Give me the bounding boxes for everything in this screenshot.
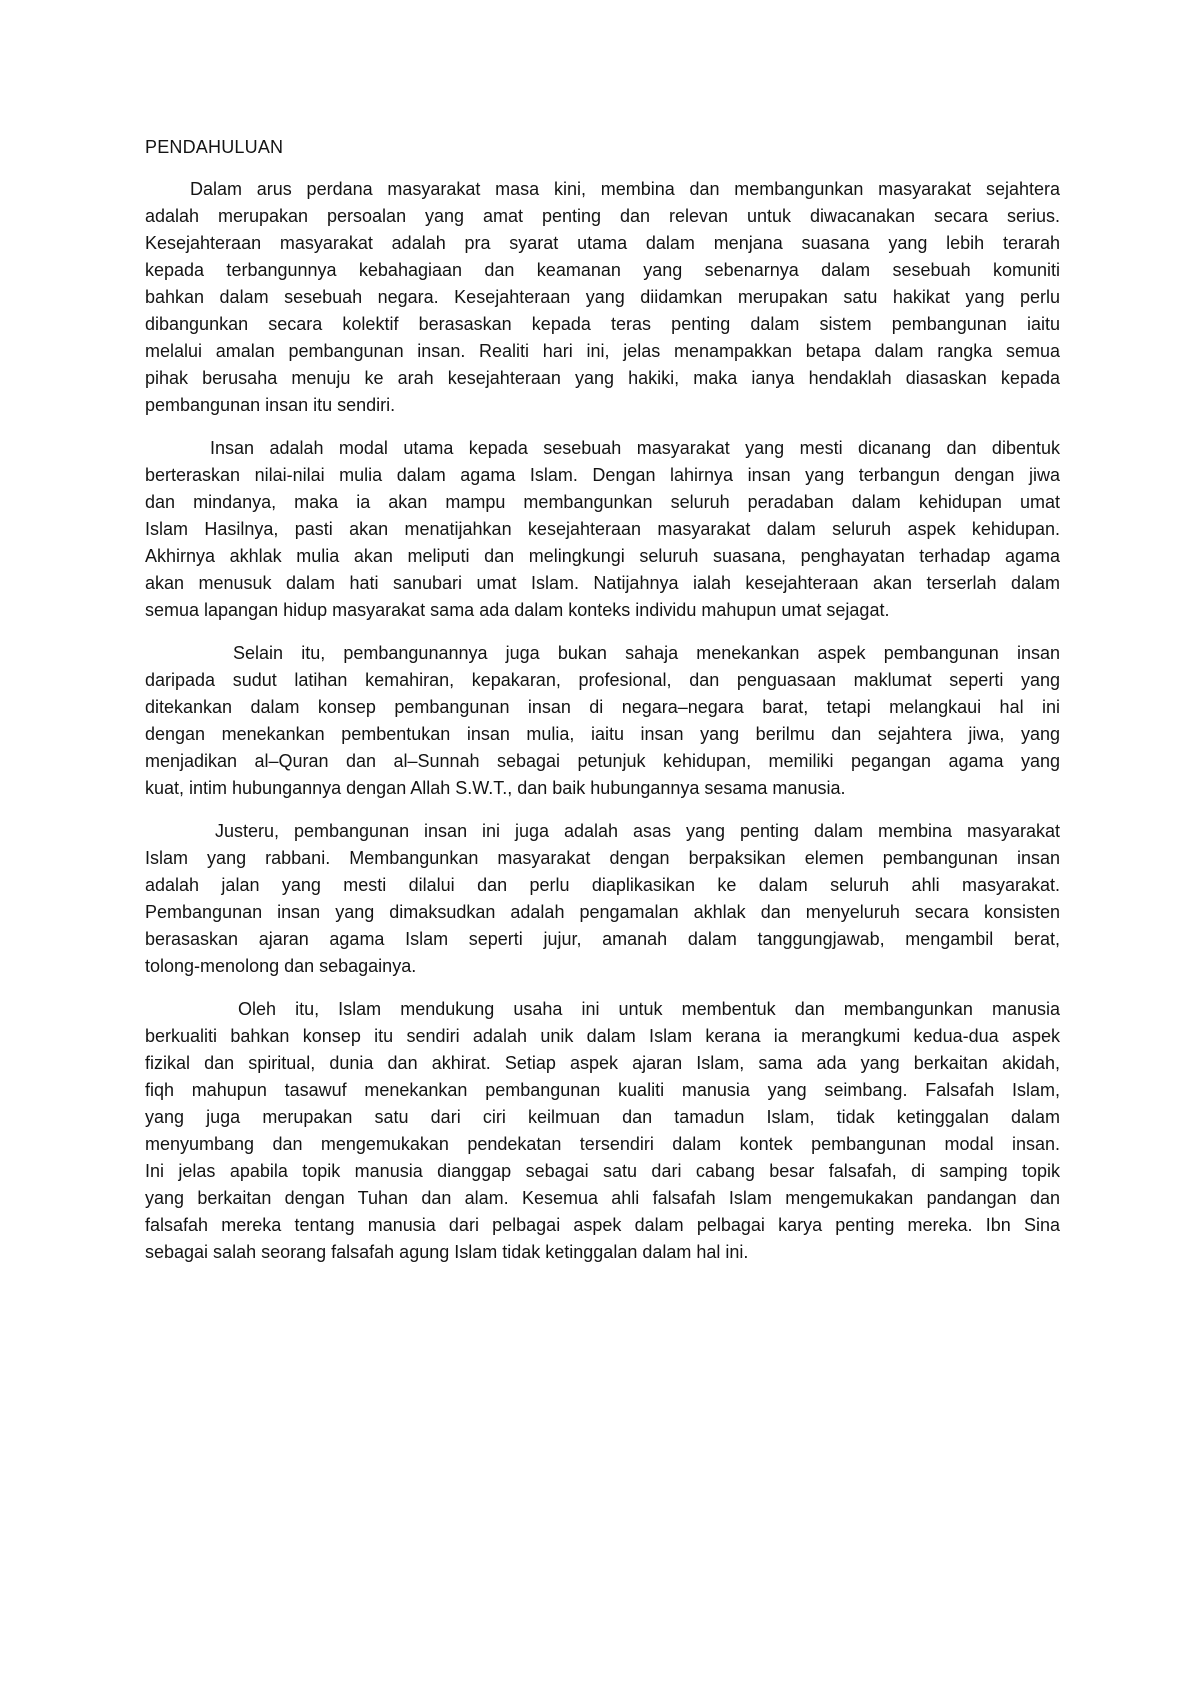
paragraph-line: Pembangunan insan yang dimaksudkan adalah pengamalan akhlak dan menyeluruh secara konsisten (145, 902, 1060, 922)
paragraph-line: sebagai salah seorang falsafah agung Islam tidak ketinggalan dalam hal ini. (145, 1242, 749, 1262)
paragraph-line: ditekankan dalam konsep pembangunan insan di negara–negara barat, tetapi melangkaui hal ini (145, 697, 1060, 717)
paragraph-line: pihak berusaha menuju ke arah kesejahteraan yang hakiki, maka ianya hendaklah diasaskan kepada (145, 368, 1060, 388)
paragraph-line: Kesejahteraan masyarakat adalah pra syarat utama dalam menjana suasana yang lebih terarah (145, 233, 1060, 253)
paragraph-5 (145, 996, 1060, 1266)
paragraph-line: Oleh itu, Islam mendukung usaha ini untuk membentuk dan membangunkan manusia (238, 999, 1060, 1019)
document-body (145, 134, 1060, 1282)
paragraph-line: yang berkaitan dengan Tuhan dan alam. Kesemua ahli falsafah Islam mengemukakan pandangan dan (145, 1188, 1060, 1208)
paragraph-line: Insan adalah modal utama kepada sesebuah masyarakat yang mesti dicanang dan dibentuk (210, 438, 1060, 458)
paragraph-1 (145, 176, 1060, 419)
paragraph-line: berkualiti bahkan konsep itu sendiri adalah unik dalam Islam kerana ia merangkumi kedua-dua aspek (145, 1026, 1060, 1046)
paragraph-line: berteraskan nilai-nilai mulia dalam agama Islam. Dengan lahirnya insan yang terbangun dengan jiwa (145, 465, 1060, 485)
paragraph-line: pembangunan insan itu sendiri. (145, 395, 396, 415)
paragraph-line: Justeru, pembangunan insan ini juga adalah asas yang penting dalam membina masyarakat (215, 821, 1060, 841)
paragraph-line: adalah jalan yang mesti dilalui dan perlu diaplikasikan ke dalam seluruh ahli masyarakat. (145, 875, 1060, 895)
paragraph-line: berasaskan ajaran agama Islam seperti jujur, amanah dalam tanggungjawab, mengambil berat, (145, 929, 1060, 949)
paragraph-line: kuat, intim hubungannya dengan Allah S.W.T., dan baik hubungannya sesama manusia. (145, 778, 846, 798)
paragraph-line: melalui amalan pembangunan insan. Realiti hari ini, jelas menampakkan betapa dalam rangka semua (145, 341, 1060, 361)
paragraph-line: adalah merupakan persoalan yang amat penting dan relevan untuk diwacanakan secara serius. (145, 206, 1060, 226)
paragraph-line: semua lapangan hidup masyarakat sama ada dalam konteks individu mahupun umat sejagat. (145, 600, 890, 620)
paragraph-line: menjadikan al–Quran dan al–Sunnah sebagai petunjuk kehidupan, memiliki pegangan agama yang (145, 751, 1060, 771)
paragraph-2 (145, 435, 1060, 624)
paragraph-line: Selain itu, pembangunannya juga bukan sahaja menekankan aspek pembangunan insan (233, 643, 1060, 663)
paragraph-line: tolong-menolong dan sebagainya. (145, 956, 417, 976)
paragraph-line: Ini jelas apabila topik manusia dianggap sebagai satu dari cabang besar falsafah, di samping topik (145, 1161, 1060, 1181)
paragraph-line: kepada terbangunnya kebahagiaan dan keamanan yang sebenarnya dalam sesebuah komuniti (145, 260, 1060, 280)
paragraph-3 (145, 640, 1060, 802)
paragraph-line: Islam yang rabbani. Membangunkan masyarakat dengan berpaksikan elemen pembangunan insan (145, 848, 1060, 868)
paragraph-line: Akhirnya akhlak mulia akan meliputi dan melingkungi seluruh suasana, penghayatan terhadap agama (145, 546, 1060, 566)
paragraph-line: Islam Hasilnya, pasti akan menatijahkan kesejahteraan masyarakat dalam seluruh aspek kehidupan. (145, 519, 1060, 539)
paragraph-line: fizikal dan spiritual, dunia dan akhirat. Setiap aspek ajaran Islam, sama ada yang berkaitan akidah, (145, 1053, 1060, 1073)
paragraph-line: bahkan dalam sesebuah negara. Kesejahteraan yang diidamkan merupakan satu hakikat yang perlu (145, 287, 1060, 307)
paragraph-line: menyumbang dan mengemukakan pendekatan tersendiri dalam kontek pembangunan modal insan. (145, 1134, 1060, 1154)
paragraph-line: Dalam arus perdana masyarakat masa kini, membina dan membangunkan masyarakat sejahtera (190, 179, 1060, 199)
paragraph-4 (145, 818, 1060, 980)
paragraph-line: akan menusuk dalam hati sanubari umat Islam. Natijahnya ialah kesejahteraan akan terserlah dalam (145, 573, 1060, 593)
paragraph-line: falsafah mereka tentang manusia dari pelbagai aspek dalam pelbagai karya penting mereka. Ibn Sina (145, 1215, 1060, 1235)
paragraph-line: fiqh mahupun tasawuf menekankan pembangunan kualiti manusia yang seimbang. Falsafah Islam, (145, 1080, 1060, 1100)
paragraph-line: dan mindanya, maka ia akan mampu membangunkan seluruh peradaban dalam kehidupan umat (145, 492, 1060, 512)
paragraph-line: daripada sudut latihan kemahiran, kepakaran, profesional, dan penguasaan maklumat seperti yang (145, 670, 1060, 690)
document-heading: PENDAHULUAN (145, 137, 284, 157)
paragraph-line: dibangunkan secara kolektif berasaskan kepada teras penting dalam sistem pembangunan iaitu (145, 314, 1060, 334)
paragraph-line: yang juga merupakan satu dari ciri keilmuan dan tamadun Islam, tidak ketinggalan dalam (145, 1107, 1060, 1127)
paragraph-line: dengan menekankan pembentukan insan mulia, iaitu insan yang berilmu dan sejahtera jiwa, yang (145, 724, 1060, 744)
